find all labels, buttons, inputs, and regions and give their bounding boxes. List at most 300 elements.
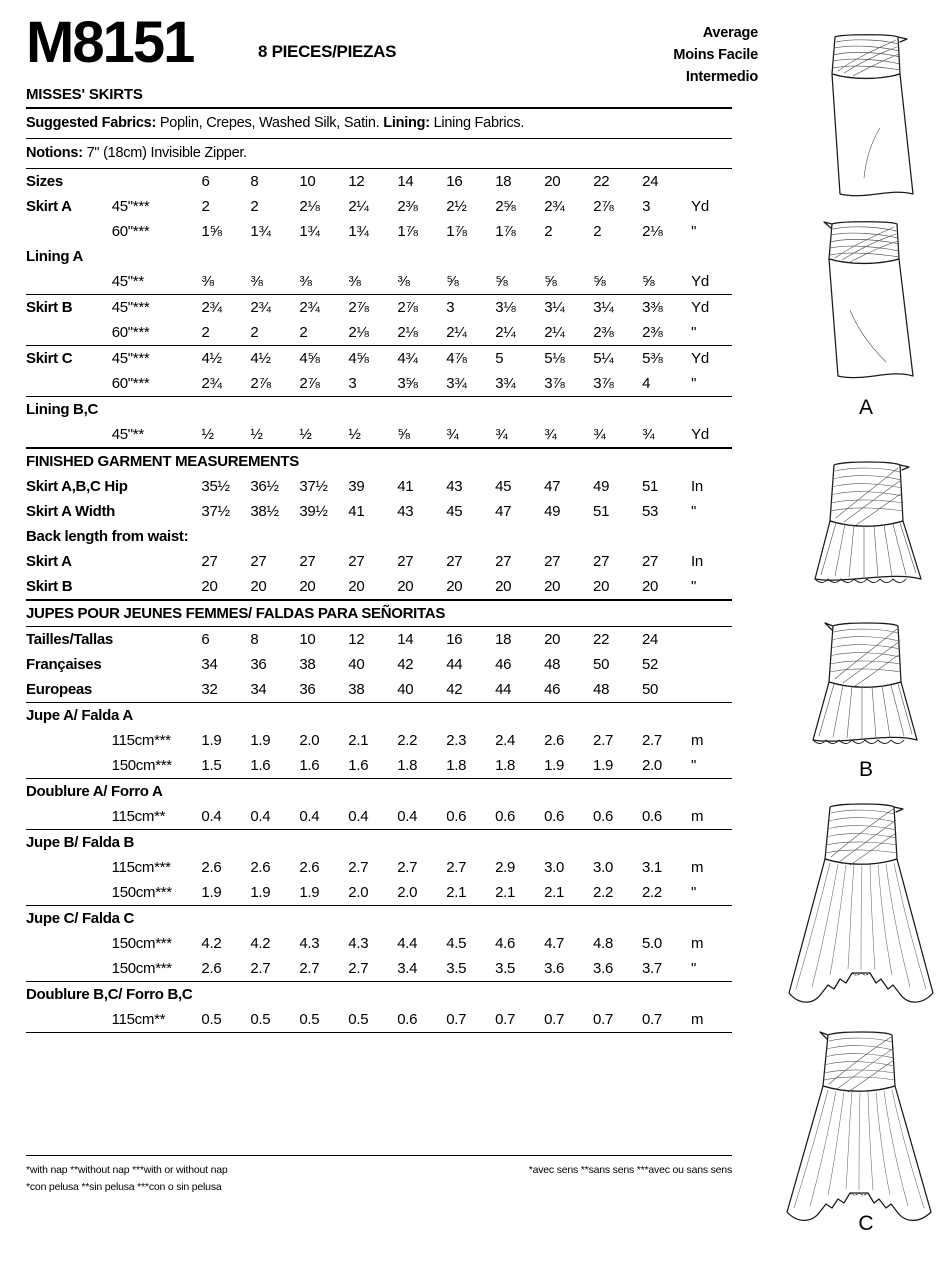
illustration-label-c: C — [858, 1212, 874, 1235]
value-cell — [495, 244, 544, 269]
value-cell: 2.7 — [348, 960, 369, 977]
table-row — [26, 703, 732, 729]
value-cell: 2 — [544, 223, 553, 240]
value-cell: 2.7 — [446, 859, 467, 876]
value-cell: ⅜ — [250, 273, 263, 290]
value-cell: 3 — [348, 375, 357, 392]
value-cell: 1⅞ — [446, 223, 467, 240]
value-cell: 4.6 — [495, 935, 516, 952]
value-cell: 38 — [348, 681, 365, 698]
value-cell — [250, 397, 299, 423]
table-row — [26, 194, 732, 219]
row-label — [26, 371, 112, 397]
value-cell — [544, 397, 593, 423]
value-cell: 3⅝ — [397, 375, 418, 392]
footnote-french: *avec sens **sans sens ***avec ou sans sens — [528, 1164, 732, 1176]
value-cell: 4.8 — [593, 935, 613, 952]
value-cell: 44 — [495, 681, 512, 698]
value-cell: 2 — [201, 324, 210, 341]
value-cell: 1.9 — [250, 884, 271, 901]
fabric-width-label: 60"*** — [111, 223, 150, 240]
notions-line — [26, 139, 732, 168]
value-cell: 1.9 — [593, 757, 613, 774]
value-cell: 1.9 — [201, 732, 222, 749]
value-cell: 2.6 — [201, 960, 222, 977]
notions-label: Notions: — [26, 145, 83, 161]
value-cell: 2.7 — [250, 960, 271, 977]
value-cell: ¾ — [495, 426, 508, 443]
value-cell — [397, 397, 446, 423]
value-cell: ⅜ — [397, 273, 410, 290]
value-cell: 20 — [299, 578, 316, 595]
value-cell: 0.5 — [250, 1011, 271, 1028]
value-cell: 0.5 — [201, 1011, 222, 1028]
table-row — [26, 499, 732, 524]
row-label — [26, 804, 112, 830]
value-cell — [544, 244, 593, 269]
value-cell: 12 — [348, 173, 365, 190]
value-cell: 4.3 — [299, 935, 320, 952]
fabric-width-label: 60"*** — [111, 324, 150, 341]
value-cell: 3.5 — [446, 960, 467, 977]
info-column — [26, 0, 758, 1035]
value-cell: 1.6 — [299, 757, 320, 774]
value-cell: 2.2 — [397, 732, 418, 749]
row-label — [26, 753, 112, 779]
unit-label — [691, 244, 732, 269]
value-cell: 39½ — [299, 503, 328, 520]
unit-label: " — [690, 884, 696, 901]
value-cell: 4⅝ — [348, 346, 397, 372]
value-cell: 34 — [250, 681, 267, 698]
value-cell: 46 — [495, 656, 512, 673]
table-row — [26, 677, 732, 703]
row-label: Europeas — [26, 681, 92, 698]
unit-label: " — [691, 324, 697, 341]
value-cell: 0.6 — [397, 1011, 418, 1028]
value-cell: 52 — [642, 656, 659, 673]
value-cell — [642, 244, 691, 269]
value-cell: 1.6 — [250, 757, 271, 774]
table-row — [26, 346, 732, 372]
value-cell: 20 — [348, 578, 365, 595]
value-cell: 41 — [348, 503, 365, 520]
value-cell: 16 — [446, 627, 495, 653]
value-cell: 27 — [250, 553, 267, 570]
value-cell: 0.5 — [348, 1011, 369, 1028]
value-cell: 4¾ — [397, 346, 446, 372]
fabric-width-label: 115cm** — [111, 808, 166, 825]
value-cell: 47 — [544, 478, 561, 495]
illustration-skirt-c-back — [780, 1024, 952, 1235]
value-cell: 14 — [397, 173, 414, 190]
value-cell: 2.6 — [544, 732, 565, 749]
value-cell: 2⅝ — [495, 198, 516, 215]
value-cell: 2.6 — [299, 859, 320, 876]
value-cell: 22 — [593, 627, 642, 653]
value-cell: 1.8 — [397, 757, 418, 774]
illustration-skirt-c-front — [780, 793, 952, 1015]
value-cell: 1.8 — [446, 757, 467, 774]
row-label: Skirt B — [26, 295, 112, 321]
value-cell: 3⅛ — [495, 295, 544, 321]
fabric-width-label: 150cm*** — [111, 884, 172, 901]
value-cell: 5 — [495, 346, 544, 372]
row-label: Skirt A — [26, 553, 72, 570]
value-cell: 2.6 — [250, 859, 271, 876]
value-cell: 4.2 — [250, 935, 271, 952]
value-cell: 1⅞ — [397, 223, 418, 240]
value-cell: 8 — [250, 627, 299, 653]
value-cell: 0.6 — [593, 808, 613, 825]
value-cell: 1¾ — [348, 223, 369, 240]
table-row — [26, 830, 732, 856]
value-cell — [201, 397, 250, 423]
table-row — [26, 549, 732, 574]
value-cell — [446, 397, 495, 423]
unit-label: In — [690, 478, 703, 495]
table-row — [26, 931, 732, 956]
unit-label: " — [690, 757, 696, 774]
value-cell: 4½ — [201, 346, 250, 372]
finished-measurements-table — [26, 447, 732, 599]
metric-group-title: Jupe B/ Falda B — [26, 830, 732, 856]
value-cell: 0.4 — [201, 808, 222, 825]
value-cell: 34 — [201, 656, 218, 673]
difficulty-fr: Moins Facile — [673, 47, 758, 63]
value-cell: 1.5 — [201, 757, 222, 774]
back-length-heading: Back length from waist: — [26, 528, 189, 545]
value-cell: 5¼ — [593, 346, 642, 372]
table-row — [26, 295, 732, 321]
value-cell: 4.5 — [446, 935, 467, 952]
value-cell: 50 — [642, 681, 659, 698]
value-cell: 27 — [299, 553, 316, 570]
value-cell: ⅝ — [593, 273, 606, 290]
value-cell: 32 — [201, 681, 218, 698]
fabric-width-label — [112, 244, 202, 269]
illustration-label-b: B — [858, 758, 873, 781]
value-cell — [495, 397, 544, 423]
fabric-width-label: 115cm*** — [111, 732, 171, 749]
value-cell: ¾ — [544, 426, 557, 443]
table-row — [26, 1033, 732, 1036]
value-cell: 2.7 — [397, 859, 418, 876]
value-cell: 2.7 — [348, 859, 369, 876]
value-cell: 46 — [544, 681, 561, 698]
value-cell: 2 — [593, 223, 602, 240]
unit-label — [691, 397, 732, 423]
unit-label — [691, 169, 732, 194]
value-cell — [299, 397, 348, 423]
finished-heading: FINISHED GARMENT MEASUREMENTS — [26, 448, 732, 474]
value-cell: 44 — [446, 656, 463, 673]
difficulty-en: Average — [702, 25, 758, 41]
value-cell: ⅝ — [495, 273, 508, 290]
value-cell: 45 — [495, 478, 512, 495]
value-cell: 2⅜ — [593, 324, 614, 341]
value-cell: 2.0 — [642, 757, 662, 774]
value-cell: 2 — [250, 198, 259, 215]
value-cell: 2 — [299, 324, 308, 341]
value-cell: 1⅞ — [495, 223, 516, 240]
value-cell: 6 — [201, 627, 250, 653]
value-cell: 2⅛ — [348, 324, 369, 341]
value-cell: 18 — [495, 173, 512, 190]
value-cell: 40 — [397, 681, 414, 698]
unit-label: " — [690, 503, 696, 520]
value-cell: 0.4 — [250, 808, 271, 825]
value-cell: 37½ — [299, 478, 328, 495]
value-cell: 3⅞ — [593, 375, 614, 392]
value-cell: 8 — [250, 173, 259, 190]
value-cell: 2⅛ — [397, 324, 418, 341]
value-cell: 3.7 — [642, 960, 662, 977]
fabric-width-label: 150cm*** — [111, 935, 172, 952]
value-cell: 3.6 — [593, 960, 613, 977]
suggested-fabrics-value: Poplin, Crepes, Washed Silk, Satin. — [156, 115, 384, 131]
value-cell: 45 — [446, 503, 463, 520]
unit-label — [691, 677, 732, 703]
value-cell: 49 — [593, 478, 610, 495]
metric-group-title: Jupe C/ Falda C — [26, 906, 732, 932]
table-row — [26, 779, 732, 805]
value-cell: 37½ — [201, 503, 230, 520]
value-cell — [593, 244, 642, 269]
value-cell: 42 — [397, 656, 414, 673]
footnotes — [26, 1155, 732, 1198]
value-cell: 20 — [250, 578, 267, 595]
row-label: Skirt A Width — [26, 503, 116, 520]
value-cell: 1.9 — [250, 732, 271, 749]
unit-label: " — [691, 223, 697, 240]
value-cell: 2.1 — [446, 884, 467, 901]
value-cell: 40 — [348, 656, 365, 673]
unit-label: Yd — [691, 426, 709, 443]
value-cell: 27 — [544, 553, 561, 570]
illustration-label-a: A — [858, 396, 873, 419]
value-cell: 4½ — [250, 346, 299, 372]
value-cell: 10 — [299, 627, 348, 653]
row-label: Skirt C — [26, 346, 112, 372]
value-cell: 3.6 — [544, 960, 565, 977]
value-cell: 2¼ — [495, 324, 516, 341]
fabric-width-label: 45"*** — [111, 198, 150, 215]
unit-label — [691, 627, 732, 653]
value-cell: 3⅞ — [544, 375, 565, 392]
metric-banner: JUPES POUR JEUNES FEMMES/ FALDAS PARA SEÑORITAS — [26, 600, 732, 627]
value-cell — [446, 244, 495, 269]
value-cell: 3¾ — [495, 375, 516, 392]
illustrations-column — [780, 0, 952, 1269]
value-cell: 2.1 — [544, 884, 565, 901]
unit-label: In — [690, 553, 703, 570]
value-cell: 1¾ — [250, 223, 271, 240]
value-cell: 2⅞ — [593, 198, 614, 215]
value-cell: ½ — [250, 426, 263, 443]
unit-label: m — [690, 859, 704, 876]
row-label — [26, 931, 112, 956]
row-label: Skirt B — [26, 578, 73, 595]
value-cell: 1.6 — [348, 757, 369, 774]
value-cell: 4.7 — [544, 935, 565, 952]
value-cell: ⅜ — [348, 273, 361, 290]
unit-label: " — [691, 375, 697, 392]
value-cell: 20 — [642, 578, 659, 595]
value-cell: 2.1 — [495, 884, 516, 901]
unit-label: m — [690, 1011, 704, 1028]
unit-label: Yd — [691, 273, 709, 290]
value-cell: 3.1 — [642, 859, 662, 876]
unit-label: Yd — [691, 198, 709, 215]
value-cell: ⅜ — [299, 273, 312, 290]
fabric-width-label: 45"** — [111, 426, 144, 443]
row-label: Tailles/Tallas — [26, 627, 201, 653]
difficulty-block — [626, 22, 758, 88]
value-cell: ½ — [201, 426, 214, 443]
value-cell: 2.0 — [348, 884, 369, 901]
illustration-skirt-b-back — [780, 608, 952, 781]
value-cell: 2⅞ — [397, 295, 446, 321]
unit-label: " — [690, 960, 696, 977]
value-cell: 36 — [250, 656, 267, 673]
value-cell: 1.9 — [201, 884, 222, 901]
value-cell: 48 — [593, 681, 610, 698]
value-cell: ¾ — [642, 426, 655, 443]
value-cell: 0.4 — [299, 808, 320, 825]
table-row — [26, 855, 732, 880]
value-cell: 4.3 — [348, 935, 369, 952]
value-cell: 2⅞ — [299, 375, 320, 392]
unit-label — [691, 652, 732, 677]
row-label — [26, 855, 112, 880]
fabric-width-label: 45"*** — [112, 346, 202, 372]
table-end — [26, 1033, 732, 1036]
value-cell: 24 — [642, 627, 691, 653]
table-row — [26, 574, 732, 599]
value-cell: 2¾ — [544, 198, 565, 215]
metric-group-title: Doublure B,C/ Forro B,C — [26, 982, 732, 1008]
value-cell: 4 — [642, 375, 651, 392]
value-cell: 2¼ — [348, 198, 369, 215]
garment-category: MISSES' SKIRTS — [26, 86, 143, 103]
table-row — [26, 397, 732, 423]
value-cell: ¾ — [593, 426, 606, 443]
lining-value: Lining Fabrics. — [429, 115, 525, 131]
value-cell: 4.2 — [201, 935, 222, 952]
value-cell: 27 — [201, 553, 218, 570]
suggested-fabrics-label: Suggested Fabrics: — [26, 115, 157, 131]
value-cell: 2¾ — [299, 295, 348, 321]
row-label — [26, 880, 112, 906]
row-label: Sizes — [26, 173, 63, 190]
table-row — [26, 652, 732, 677]
fabric-width-label: 150cm*** — [111, 960, 172, 977]
unit-label: m — [690, 935, 704, 952]
value-cell — [201, 244, 250, 269]
value-cell: ⅜ — [201, 273, 214, 290]
value-cell: 24 — [642, 173, 659, 190]
value-cell: 2.2 — [593, 884, 613, 901]
value-cell: 1¾ — [299, 223, 320, 240]
value-cell: 20 — [544, 578, 561, 595]
value-cell: 2¾ — [201, 295, 250, 321]
metric-yardage-table — [26, 599, 732, 1035]
value-cell: 2⅞ — [348, 295, 397, 321]
value-cell: 0.7 — [495, 1011, 516, 1028]
value-cell: 0.7 — [544, 1011, 565, 1028]
value-cell: 2½ — [446, 198, 467, 215]
value-cell: 2⅜ — [642, 324, 663, 341]
value-cell: 2 — [201, 198, 210, 215]
illustration-skirt-b-front — [780, 443, 952, 595]
value-cell: 14 — [397, 627, 446, 653]
value-cell: 3.0 — [544, 859, 565, 876]
value-cell: 3.4 — [397, 960, 418, 977]
footnote-row-2 — [26, 1181, 732, 1198]
value-cell: 49 — [544, 503, 561, 520]
header — [26, 0, 758, 86]
piece-count: 8 PIECES/PIEZAS — [258, 42, 397, 61]
unit-label: Yd — [691, 295, 732, 321]
value-cell: 51 — [593, 503, 610, 520]
value-cell: 16 — [446, 173, 463, 190]
fabric-width-label: 45"** — [111, 273, 144, 290]
value-cell: 2.1 — [348, 732, 369, 749]
value-cell: 27 — [593, 553, 610, 570]
value-cell: 1.9 — [544, 757, 565, 774]
unit-label: " — [690, 578, 696, 595]
value-cell: 0.6 — [642, 808, 662, 825]
value-cell: 2.9 — [495, 859, 516, 876]
fabric-width-label: 45"*** — [112, 295, 202, 321]
metric-group-title: Doublure A/ Forro A — [26, 779, 732, 805]
value-cell: 2.0 — [397, 884, 418, 901]
row-label: Skirt A — [26, 198, 72, 215]
value-cell: 2.7 — [299, 960, 320, 977]
fabric-width-label — [112, 397, 202, 423]
value-cell: 0.6 — [446, 808, 467, 825]
footnote-row-1 — [26, 1164, 732, 1181]
lining-label: Lining: — [383, 115, 430, 131]
row-label — [26, 1007, 112, 1033]
row-label: Lining B,C — [26, 397, 112, 423]
value-cell: 5⅛ — [544, 346, 593, 372]
value-cell: 27 — [642, 553, 659, 570]
value-cell: 2.7 — [593, 732, 613, 749]
value-cell: 3⅜ — [642, 295, 691, 321]
value-cell: 3.0 — [593, 859, 613, 876]
table-row — [26, 448, 732, 474]
value-cell: 43 — [446, 478, 463, 495]
table-row — [26, 880, 732, 906]
value-cell: 47 — [495, 503, 512, 520]
fabric-width-label: 115cm*** — [111, 859, 171, 876]
value-cell: ⅝ — [397, 426, 410, 443]
table-row — [26, 169, 732, 194]
table-row — [26, 524, 732, 549]
value-cell — [397, 244, 446, 269]
value-cell: 1⅝ — [201, 223, 222, 240]
value-cell: 20 — [397, 578, 414, 595]
value-cell: 53 — [642, 503, 659, 520]
value-cell: 36½ — [250, 478, 279, 495]
value-cell: 22 — [593, 173, 610, 190]
value-cell: 4.4 — [397, 935, 418, 952]
row-label: Skirt A,B,C Hip — [26, 478, 128, 495]
table-row — [26, 219, 732, 244]
value-cell: 3¾ — [446, 375, 467, 392]
